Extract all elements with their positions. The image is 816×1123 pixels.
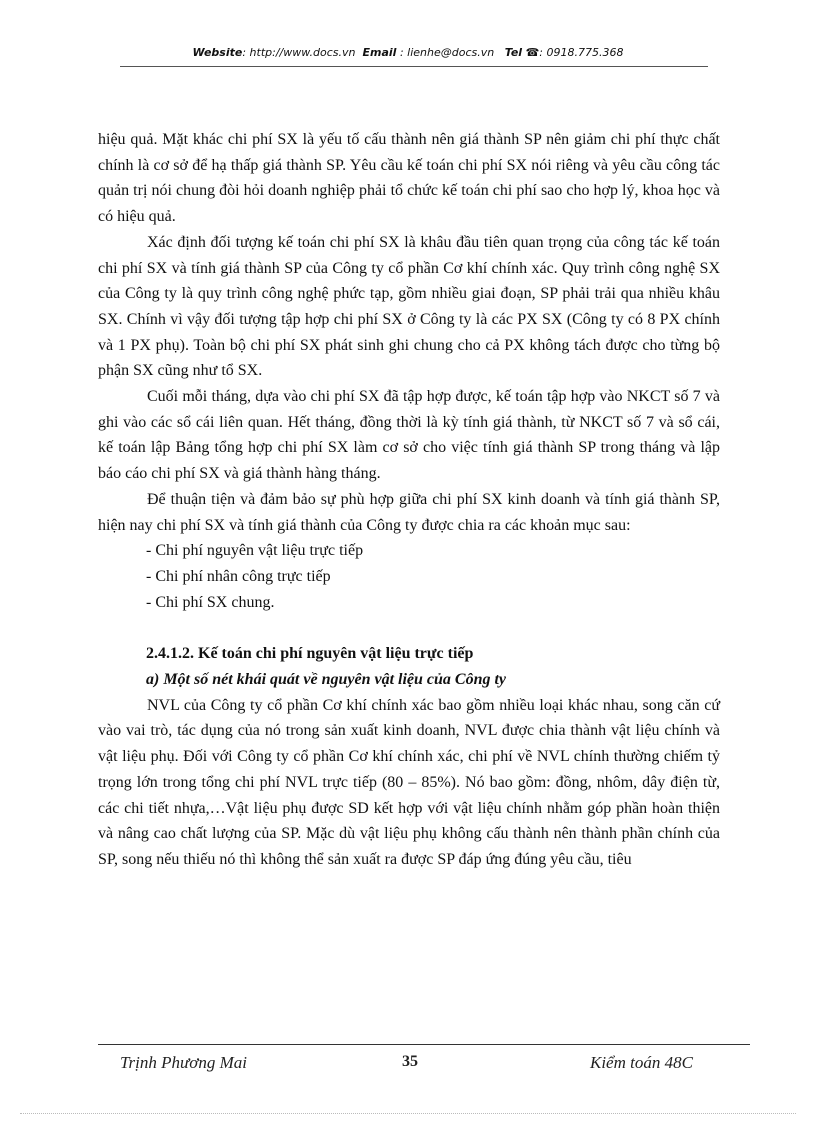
document-body (98, 127, 720, 873)
paragraph-2: Xác định đối tượng kế toán chi phí SX là khâu đầu tiên quan trọng của công tác kế toán chi phí SX và tính giá thành SP của Công ty cổ phần Cơ khí chính xác. Quy trình công nghệ SX của Công ty là quy trình công nghệ phức tạp, gồm nhiều giai đoạn, SP phải trải qua nhiều khâu SX. Chính vì vậy đối tượng tập hợp chi phí SX ở Công ty là các PX SX (Công ty có 8 PX chính và 1 PX phụ). Toàn bộ chi phí SX phát sinh ghi chung cho cả PX không tách được cho từng bộ phận SX cũng như tổ SX. (98, 233, 720, 380)
email-label: Email (362, 46, 397, 59)
tel-label: Tel (504, 46, 523, 59)
header-divider (120, 66, 708, 67)
list-item: - Chi phí nhân công trực tiếp (146, 567, 331, 585)
footer-divider (98, 1044, 750, 1045)
website-value[interactable]: : http://www.docs.vn (242, 46, 356, 59)
paragraph-4: Để thuận tiện và đảm bảo sự phù hợp giữa chi phí SX kinh doanh và tính giá thành SP, hiện nay chi phí SX và tính giá thành của Công ty được chia ra các khoản mục sau: (98, 490, 720, 534)
footer-class: Kiểm toán 48C (590, 1053, 693, 1072)
footer-author: Trịnh Phương Mai (120, 1053, 247, 1072)
email-value[interactable]: : lienhe@docs.vn (396, 46, 495, 59)
website-label: Website (192, 46, 243, 59)
page-bottom-border (20, 1113, 796, 1114)
page-number: 35 (402, 1053, 418, 1070)
list-item: - Chi phí SX chung. (146, 593, 275, 611)
list-item: - Chi phí nguyên vật liệu trực tiếp (146, 542, 364, 560)
paragraph-3: Cuối mỗi tháng, dựa vào chi phí SX đã tập hợp được, kế toán tập hợp vào NKCT số 7 và ghi vào các sổ cái liên quan. Hết tháng, đồng thời là kỳ tính giá thành, từ NKCT số 7 và sổ cái, kế toán lập Bảng tổng hợp chi phí SX làm cơ sở cho việc tính giá thành SP trong tháng và lập báo cáo chi phí SX và giá thành hàng tháng. (98, 388, 720, 483)
phone-icon: ☎ (525, 46, 540, 59)
paragraph-5: NVL của Công ty cổ phần Cơ khí chính xác bao gồm nhiều loại khác nhau, song căn cứ vào vai trò, tác dụng của nó trong sản xuất kinh doanh, NVL được chia thành vật liệu chính và vật liệu phụ. Đối với Công ty cổ phần Cơ khí chính xác, chi phí về NVL chính thường chiếm tỷ trọng lớn trong tổng chi phí NVL trực tiếp (80 – 85%). Nó bao gồm: đồng, nhôm, dây điện từ, các chi tiết nhựa,…Vật liệu phụ được SD kết hợp với vật liệu chính nhằm góp phần hoàn thiện và nâng cao chất lượng của SP. Mặc dù vật liệu phụ không cấu thành nên thành phần chính của SP, song nếu thiếu nó thì không thể sản xuất ra được SP đáp ứng đúng yêu cầu, tiêu (98, 696, 720, 868)
section-subheading: a) Một số nét khái quát về nguyên vật liệu của Công ty (146, 671, 507, 689)
section-heading: 2.4.1.2. Kế toán chi phí nguyên vật liệu trực tiếp (146, 645, 474, 663)
paragraph-1: hiệu quả. Mặt khác chi phí SX là yếu tố cấu thành nên giá thành SP nên giảm chi phí thực chất chính là cơ sở để hạ thấp giá thành SP. Yêu cầu kế toán chi phí SX nói riêng và yêu cầu công tác quản trị nói chung đòi hỏi doanh nghiệp phải tổ chức kế toán chi phí sao cho hợp lý, khoa học và có hiệu quả. (98, 131, 720, 226)
tel-value: : 0918.775.368 (539, 46, 624, 59)
page-header (0, 46, 816, 59)
